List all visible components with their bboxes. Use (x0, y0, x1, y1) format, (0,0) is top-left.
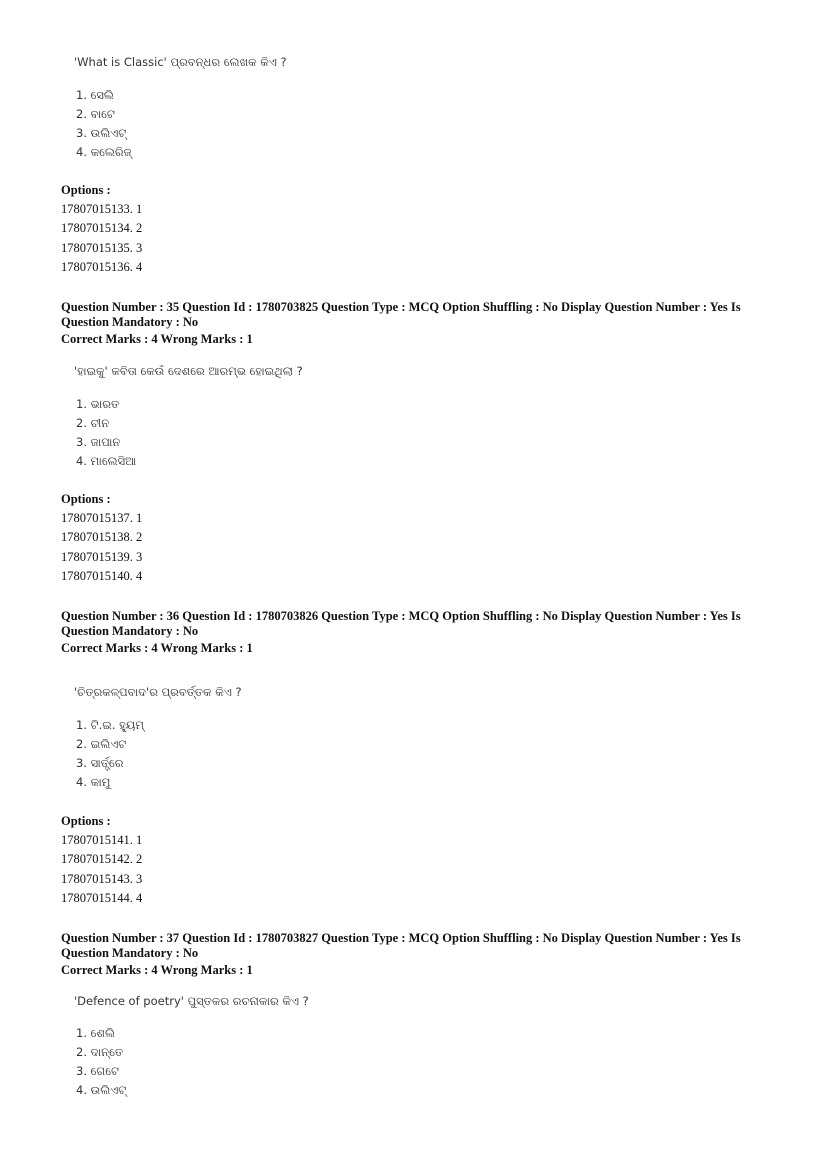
answer-choice: 1. ଟି.ଇ. ହ୍ୟୁମ୍ (76, 718, 144, 732)
option-item: 17807015136. 4 (61, 259, 143, 274)
question-stem: 'ଚିତ୍ରକଳ୍ପବାଦ'ର ପ୍ରବର୍ତ୍ତକ କିଏ ? (74, 685, 242, 699)
answer-choice: 4. ଉଲିଏଟ୍ (76, 1083, 127, 1097)
option-item: 17807015134. 2 (61, 221, 143, 236)
option-item: 17807015142. 2 (61, 852, 143, 867)
option-item: 17807015144. 4 (61, 890, 143, 905)
question-stem: 'ହାଇକୁ' କବିତା କେଉଁ ଦେଶରେ ଆରମ୍ଭ ହୋଇଥିଲା ? (74, 364, 303, 378)
option-item: 17807015137. 1 (61, 511, 143, 526)
question-meta: Question Number : 36 Question Id : 1780703826 Question Type : MCQ Option Shuffling : No Display Question Number : Yes Is Question Mandatory : No (61, 609, 741, 638)
question-marks: Correct Marks : 4 Wrong Marks : 1 (61, 332, 253, 346)
answer-choice: 3. ଉଲିଏଟ୍ (76, 126, 127, 140)
answer-choices (76, 86, 132, 162)
answer-choices (76, 1024, 126, 1100)
answer-choices (76, 716, 144, 792)
answer-choice: 1. ଶେଲି (76, 1026, 115, 1040)
question-header (61, 609, 751, 656)
options-title: Options : (61, 492, 111, 506)
options-title: Options : (61, 183, 111, 197)
answer-choice: 4. କାମୁ (76, 775, 111, 789)
question-marks: Correct Marks : 4 Wrong Marks : 1 (61, 963, 253, 977)
question-marks: Correct Marks : 4 Wrong Marks : 1 (61, 641, 253, 655)
answer-choice: 4. ମାଲେସିଆ (76, 454, 137, 468)
option-item: 17807015143. 3 (61, 871, 143, 886)
question-meta: Question Number : 37 Question Id : 1780703827 Question Type : MCQ Option Shuffling : No Display Question Number : Yes Is Question Mandatory : No (61, 931, 741, 960)
options-list (61, 181, 142, 277)
answer-choice: 4. କଲେରିଜ୍ (76, 145, 132, 159)
answer-choice: 2. ବାଟେ (76, 107, 115, 121)
question-stem: 'What is Classic' ପ୍ରବନ୍ଧର ଲେଖକ କିଏ ? (74, 55, 287, 69)
answer-choice: 2. ଦାନ୍ତେ (76, 1045, 124, 1059)
answer-choice: 3. ଜାପାନ (76, 435, 121, 449)
options-list (61, 812, 142, 908)
answer-choice: 1. ଭାରତ (76, 397, 120, 411)
answer-choice: 3. ଗେଟେ (76, 1064, 119, 1078)
option-item: 17807015141. 1 (61, 833, 143, 848)
question-header (61, 931, 751, 978)
question-stem: 'Defence of poetry' ପୁସ୍ତକର ରଚନାକାର କିଏ ? (74, 994, 309, 1008)
answer-choice: 2. ଚୀନ (76, 416, 110, 430)
option-item: 17807015139. 3 (61, 549, 143, 564)
option-item: 17807015133. 1 (61, 202, 143, 217)
answer-choices (76, 395, 136, 471)
question-meta: Question Number : 35 Question Id : 1780703825 Question Type : MCQ Option Shuffling : No Display Question Number : Yes Is Question Mandatory : No (61, 300, 741, 329)
options-list (61, 490, 142, 586)
question-header (61, 300, 751, 347)
answer-choice: 1. ସେଲି (76, 88, 114, 102)
option-item: 17807015140. 4 (61, 568, 143, 583)
answer-choice: 3. ସାର୍ତ୍ତ୍ରେ (76, 756, 124, 770)
option-item: 17807015138. 2 (61, 530, 143, 545)
options-title: Options : (61, 814, 111, 828)
option-item: 17807015135. 3 (61, 240, 143, 255)
answer-choice: 2. ଇଲିଏଟ (76, 737, 127, 751)
